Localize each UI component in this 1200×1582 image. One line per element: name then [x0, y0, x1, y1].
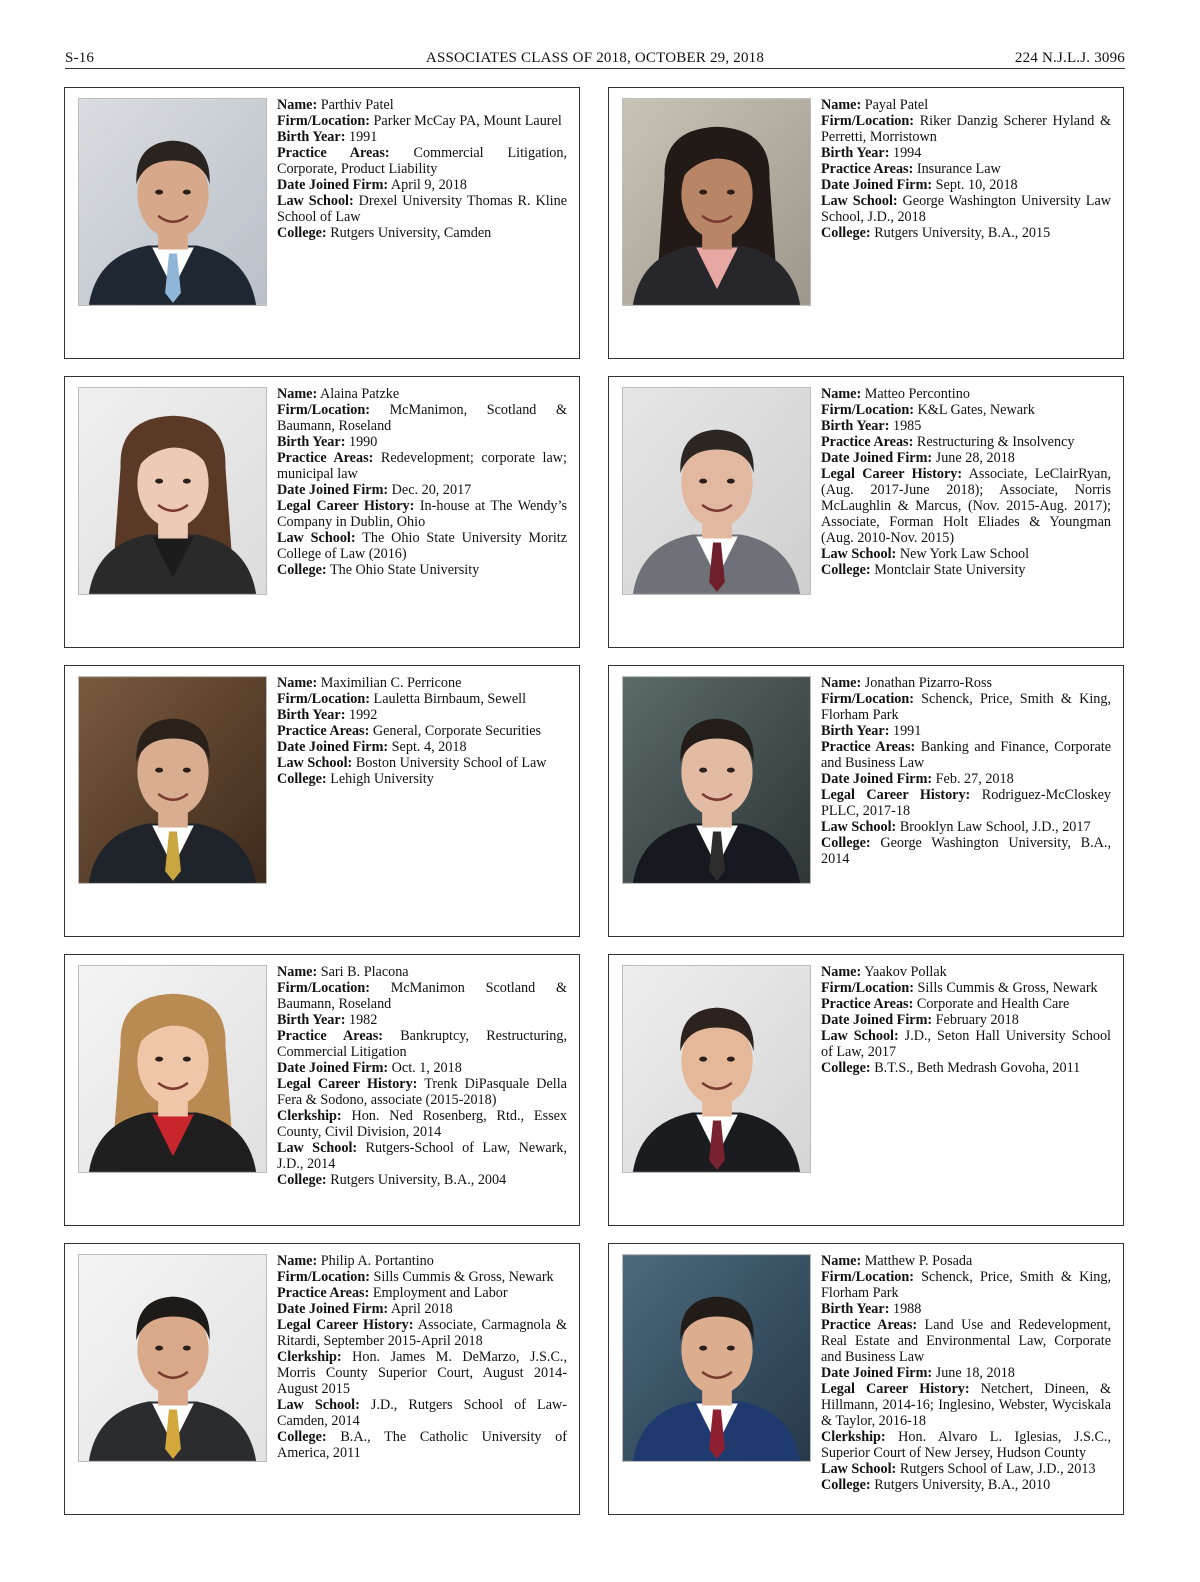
profile-details: [277, 386, 567, 578]
field-value: Rutgers-School of Law, Newark, J.D., 2014: [277, 1140, 568, 1172]
profile-field: [277, 225, 567, 241]
field-label: Clerkship:: [821, 1429, 886, 1445]
profile-card: [64, 87, 580, 359]
profile-field: [277, 755, 567, 771]
profile-field: [821, 1301, 1111, 1317]
field-value: Bankruptcy, Restructuring, Commercial Litigation: [277, 1028, 567, 1060]
profile-field: [277, 1285, 567, 1301]
profile-details: [821, 964, 1111, 1076]
field-value: Alaina Patzke: [319, 386, 400, 402]
profile-field: [277, 723, 567, 739]
field-value: B.T.S., Beth Medrash Govoha, 2011: [874, 1060, 1081, 1076]
field-value: 1992: [348, 707, 378, 723]
field-value: B.A., The Catholic University of America, 2011: [277, 1429, 567, 1461]
profile-field: [821, 1028, 1111, 1060]
field-label: Name:: [821, 386, 862, 402]
profile-details: [277, 1253, 567, 1461]
field-value: Rutgers University, B.A., 2010: [874, 1477, 1051, 1493]
portrait-photo: [622, 676, 811, 884]
profile-field: [277, 964, 567, 980]
field-value: Lauletta Birnbaum, Sewell: [373, 691, 527, 707]
field-label: Date Joined Firm:: [277, 1301, 389, 1317]
field-value: Restructuring & Insolvency: [916, 434, 1075, 450]
profile-field: [821, 193, 1111, 225]
field-label: Firm/Location:: [277, 980, 370, 996]
profile-field: [277, 129, 567, 145]
field-value: New York Law School: [899, 546, 1030, 562]
field-label: Date Joined Firm:: [821, 177, 933, 193]
field-label: Date Joined Firm:: [821, 771, 933, 787]
profile-field: [277, 498, 567, 530]
field-label: Legal Career History:: [821, 787, 971, 803]
field-value: Oct. 1, 2018: [391, 1060, 462, 1076]
field-label: Date Joined Firm:: [277, 1060, 389, 1076]
field-value: 1991: [348, 129, 378, 145]
field-value: 1990: [348, 434, 378, 450]
field-label: Legal Career History:: [821, 466, 963, 482]
profile-details: [821, 675, 1111, 867]
field-value: In-house at The Wendy’s Company in Dublin, Ohio: [277, 498, 567, 530]
field-value: Riker Danzig Scherer Hyland & Perretti, Morristown: [821, 113, 1112, 145]
portrait-photo: [78, 98, 267, 306]
field-label: Law School:: [277, 1140, 358, 1156]
field-label: Practice Areas:: [821, 434, 914, 450]
profile-field: [277, 434, 567, 450]
profile-field: [821, 450, 1111, 466]
field-label: Birth Year:: [821, 418, 890, 434]
profile-field: [277, 1060, 567, 1076]
field-label: Birth Year:: [821, 145, 890, 161]
field-value: Corporate and Health Care: [916, 996, 1070, 1012]
field-value: Sari B. Placona: [320, 964, 409, 980]
profile-field: [821, 819, 1111, 835]
field-label: Date Joined Firm:: [821, 1012, 933, 1028]
field-label: Birth Year:: [821, 723, 890, 739]
field-value: Philip A. Portantino: [320, 1253, 434, 1269]
field-label: Date Joined Firm:: [277, 482, 389, 498]
field-label: Law School:: [821, 819, 897, 835]
field-value: Schenck, Price, Smith & King, Florham Park: [821, 1269, 1112, 1301]
field-label: Name:: [277, 964, 318, 980]
field-value: Land Use and Redevelopment, Real Estate and Environmental Law, Corporate and Business Law: [821, 1317, 1111, 1365]
page-number: S-16: [65, 50, 95, 66]
field-label: College:: [821, 1477, 871, 1493]
profile-field: [277, 402, 567, 434]
field-label: Name:: [821, 97, 862, 113]
portrait-photo: [622, 387, 811, 595]
field-value: Rutgers University, B.A., 2015: [874, 225, 1051, 241]
field-value: Hon. Ned Rosenberg, Rtd., Essex County, Civil Division, 2014: [277, 1108, 568, 1140]
field-label: Birth Year:: [277, 1012, 346, 1028]
field-label: College:: [821, 562, 871, 578]
profile-field: [277, 1253, 567, 1269]
profile-field: [821, 225, 1111, 241]
field-value: 1994: [892, 145, 922, 161]
field-value: Sills Cummis & Gross, Newark: [373, 1269, 554, 1285]
profile-field: [277, 1012, 567, 1028]
profile-details: [821, 386, 1111, 578]
profile-field: [277, 980, 567, 1012]
field-label: Name:: [821, 1253, 862, 1269]
page-title: ASSOCIATES CLASS OF 2018, OCTOBER 29, 2018: [425, 50, 765, 66]
field-value: April 9, 2018: [390, 177, 467, 193]
field-label: Practice Areas:: [277, 1285, 370, 1301]
profile-details: [277, 675, 567, 787]
profile-details: [277, 964, 567, 1188]
citation: 224 N.J.L.J. 3096: [1014, 50, 1125, 66]
field-value: Commercial Litigation, Corporate, Product Liability: [277, 145, 567, 177]
profile-field: [277, 530, 567, 562]
profile-field: [821, 1012, 1111, 1028]
field-label: Practice Areas:: [821, 739, 916, 755]
field-value: Jonathan Pizarro-Ross: [864, 675, 993, 691]
field-value: General, Corporate Securities: [372, 723, 542, 739]
field-label: Firm/Location:: [277, 691, 370, 707]
profile-field: [277, 1108, 567, 1140]
field-value: Matthew P. Posada: [864, 1253, 973, 1269]
profile-field: [277, 771, 567, 787]
portrait-photo: [622, 1254, 811, 1462]
field-value: Rutgers University, B.A., 2004: [330, 1172, 507, 1188]
field-label: Birth Year:: [277, 707, 346, 723]
profile-field: [821, 1269, 1111, 1301]
field-value: Yaakov Pollak: [864, 964, 947, 980]
profile-field: [277, 193, 567, 225]
field-label: Date Joined Firm:: [821, 1365, 933, 1381]
profile-card: [608, 665, 1124, 937]
field-value: Trenk DiPasquale Della Fera & Sodono, associate (2015-2018): [277, 1076, 567, 1108]
field-value: Employment and Labor: [372, 1285, 508, 1301]
field-value: 1985: [892, 418, 922, 434]
field-value: Maximilian C. Perricone: [320, 675, 462, 691]
field-value: 1988: [892, 1301, 922, 1317]
profile-field: [821, 562, 1111, 578]
field-label: Legal Career History:: [277, 1317, 414, 1333]
field-label: Firm/Location:: [821, 402, 914, 418]
profile-field: [821, 145, 1111, 161]
field-label: College:: [277, 1429, 327, 1445]
profile-details: [821, 97, 1111, 241]
field-label: Name:: [277, 675, 318, 691]
field-label: Practice Areas:: [277, 450, 374, 466]
field-label: Legal Career History:: [277, 498, 415, 514]
field-value: Sept. 10, 2018: [935, 177, 1018, 193]
field-label: Law School:: [821, 193, 898, 209]
profile-field: [277, 1397, 567, 1429]
field-label: Clerkship:: [277, 1349, 342, 1365]
profile-field: [821, 739, 1111, 771]
field-label: Firm/Location:: [277, 113, 370, 129]
profile-field: [821, 546, 1111, 562]
field-label: Date Joined Firm:: [277, 739, 389, 755]
profile-field: [821, 691, 1111, 723]
field-label: Practice Areas:: [277, 1028, 383, 1044]
field-value: Rutgers School of Law, J.D., 2013: [899, 1461, 1096, 1477]
profile-field: [277, 707, 567, 723]
field-value: Rodriguez-McCloskey PLLC, 2017-18: [821, 787, 1111, 819]
profile-field: [277, 450, 567, 482]
profile-field: [821, 177, 1111, 193]
profile-field: [821, 418, 1111, 434]
field-label: Birth Year:: [277, 434, 346, 450]
field-value: Drexel University Thomas R. Kline School of Law: [277, 193, 568, 225]
field-label: Name:: [821, 675, 862, 691]
field-label: College:: [277, 562, 327, 578]
profile-field: [821, 675, 1111, 691]
profile-field: [821, 964, 1111, 980]
profile-field: [821, 787, 1111, 819]
portrait-photo: [622, 98, 811, 306]
field-value: Brooklyn Law School, J.D., 2017: [899, 819, 1091, 835]
page-header: [65, 48, 1125, 69]
field-label: Firm/Location:: [277, 1269, 370, 1285]
profile-field: [821, 1253, 1111, 1269]
profile-card: [608, 87, 1124, 359]
profile-field: [821, 1381, 1111, 1429]
field-label: Birth Year:: [821, 1301, 890, 1317]
field-value: Associate, LeClairRyan, (Aug. 2017-June 2018); Associate, Norris McLaughlin & Marcus, (Nov. 2015-Aug. 2017); Associate, Forman Holt Eliades & Youngman (Aug. 2010-Nov. 2015): [821, 466, 1111, 546]
field-label: College:: [277, 771, 327, 787]
field-value: Dec. 20, 2017: [391, 482, 472, 498]
profile-card: [608, 1243, 1124, 1515]
profile-details: [277, 97, 567, 241]
field-label: Name:: [277, 97, 318, 113]
field-label: Firm/Location:: [821, 113, 914, 129]
portrait-photo: [78, 676, 267, 884]
field-value: February 2018: [935, 1012, 1019, 1028]
field-value: June 28, 2018: [935, 450, 1015, 466]
field-label: Firm/Location:: [821, 1269, 914, 1285]
profile-card: [608, 954, 1124, 1226]
field-label: Firm/Location:: [821, 980, 914, 996]
profile-card: [64, 376, 580, 648]
field-label: Law School:: [277, 193, 354, 209]
field-label: Law School:: [821, 546, 897, 562]
field-value: J.D., Rutgers School of Law-Camden, 2014: [277, 1397, 567, 1429]
field-value: Parthiv Patel: [320, 97, 394, 113]
field-value: Hon. Alvaro L. Iglesias, J.S.C., Superior Court of New Jersey, Hudson County: [821, 1429, 1112, 1461]
field-value: April 2018: [390, 1301, 453, 1317]
field-value: Netchert, Dineen, & Hillmann, 2014-16; Inglesino, Webster, Wyciskala & Taylor, 2016-18: [821, 1381, 1112, 1429]
profile-field: [821, 466, 1111, 546]
profile-field: [821, 434, 1111, 450]
field-value: Schenck, Price, Smith & King, Florham Park: [821, 691, 1112, 723]
profile-field: [821, 402, 1111, 418]
field-value: Hon. James M. DeMarzo, J.S.C., Morris County Superior Court, August 2014-August 2015: [277, 1349, 568, 1397]
field-label: Law School:: [821, 1461, 897, 1477]
field-value: George Washington University, B.A., 2014: [821, 835, 1111, 867]
profile-card: [608, 376, 1124, 648]
field-label: Name:: [277, 386, 318, 402]
profile-field: [821, 1365, 1111, 1381]
field-value: George Washington University Law School, J.D., 2018: [821, 193, 1112, 225]
profile-field: [277, 739, 567, 755]
profile-field: [821, 1477, 1111, 1493]
field-value: Feb. 27, 2018: [935, 771, 1014, 787]
profile-field: [821, 1461, 1111, 1477]
profile-field: [821, 161, 1111, 177]
field-value: Payal Patel: [864, 97, 929, 113]
field-label: Practice Areas:: [821, 1317, 918, 1333]
field-label: Legal Career History:: [277, 1076, 418, 1092]
field-value: Boston University School of Law: [355, 755, 547, 771]
field-value: 1982: [348, 1012, 378, 1028]
field-value: K&L Gates, Newark: [917, 402, 1035, 418]
field-value: Associate, Carmagnola & Ritardi, September 2015-April 2018: [277, 1317, 568, 1349]
profile-field: [821, 835, 1111, 867]
profile-field: [277, 1140, 567, 1172]
field-value: Lehigh University: [330, 771, 434, 787]
profile-field: [821, 980, 1111, 996]
profile-field: [277, 691, 567, 707]
field-value: Insurance Law: [916, 161, 1001, 177]
field-label: Practice Areas:: [277, 145, 390, 161]
profile-field: [277, 97, 567, 113]
field-label: Practice Areas:: [821, 996, 914, 1012]
profile-field: [277, 177, 567, 193]
field-value: Matteo Percontino: [864, 386, 970, 402]
profile-field: [277, 145, 567, 177]
profile-field: [277, 675, 567, 691]
field-label: College:: [821, 1060, 871, 1076]
profile-field: [277, 562, 567, 578]
field-label: Law School:: [277, 1397, 360, 1413]
profile-field: [277, 1269, 567, 1285]
profile-field: [821, 723, 1111, 739]
field-label: College:: [821, 225, 871, 241]
profile-field: [277, 1317, 567, 1349]
profile-field: [821, 386, 1111, 402]
portrait-photo: [78, 965, 267, 1173]
profile-field: [277, 1349, 567, 1397]
profile-details: [821, 1253, 1111, 1493]
field-value: Montclair State University: [874, 562, 1026, 578]
field-label: Practice Areas:: [821, 161, 914, 177]
field-value: The Ohio State University Moritz College of Law (2016): [277, 530, 568, 562]
field-label: Firm/Location:: [277, 402, 370, 418]
field-value: J.D., Seton Hall University School of Law, 2017: [821, 1028, 1111, 1060]
field-label: Date Joined Firm:: [821, 450, 933, 466]
field-value: 1991: [892, 723, 922, 739]
field-label: Legal Career History:: [821, 1381, 970, 1397]
profile-field: [821, 771, 1111, 787]
profile-field: [821, 1317, 1111, 1365]
field-value: McManimon Scotland & Baumann, Roseland: [277, 980, 567, 1012]
field-label: Name:: [821, 964, 862, 980]
field-value: Sept. 4, 2018: [391, 739, 467, 755]
field-value: Redevelopment; corporate law; municipal law: [277, 450, 567, 482]
profile-field: [277, 113, 567, 129]
profile-card: [64, 954, 580, 1226]
field-label: Birth Year:: [277, 129, 346, 145]
field-label: Name:: [277, 1253, 318, 1269]
profile-card: [64, 1243, 580, 1515]
profile-field: [277, 1076, 567, 1108]
field-value: The Ohio State University: [329, 562, 480, 578]
portrait-photo: [622, 965, 811, 1173]
profile-field: [277, 386, 567, 402]
field-value: Parker McCay PA, Mount Laurel: [373, 113, 562, 129]
profile-field: [821, 1429, 1111, 1461]
portrait-photo: [78, 387, 267, 595]
profile-field: [821, 1060, 1111, 1076]
field-label: Clerkship:: [277, 1108, 342, 1124]
field-label: Law School:: [821, 1028, 899, 1044]
field-value: Banking and Finance, Corporate and Business Law: [821, 739, 1112, 771]
field-label: Law School:: [277, 530, 356, 546]
field-value: McManimon, Scotland & Baumann, Roseland: [277, 402, 567, 434]
field-label: Firm/Location:: [821, 691, 914, 707]
profile-field: [821, 113, 1111, 145]
field-label: Practice Areas:: [277, 723, 370, 739]
field-label: College:: [277, 225, 327, 241]
portrait-photo: [78, 1254, 267, 1462]
profile-card: [64, 665, 580, 937]
profile-field: [277, 1429, 567, 1461]
profile-field: [821, 97, 1111, 113]
field-label: College:: [821, 835, 871, 851]
field-label: College:: [277, 1172, 327, 1188]
profile-field: [277, 1028, 567, 1060]
field-value: Rutgers University, Camden: [330, 225, 492, 241]
field-label: Law School:: [277, 755, 353, 771]
field-label: Date Joined Firm:: [277, 177, 389, 193]
field-value: Sills Cummis & Gross, Newark: [917, 980, 1098, 996]
profile-field: [277, 482, 567, 498]
profile-field: [277, 1301, 567, 1317]
field-value: June 18, 2018: [935, 1365, 1015, 1381]
profile-field: [821, 996, 1111, 1012]
profile-field: [277, 1172, 567, 1188]
